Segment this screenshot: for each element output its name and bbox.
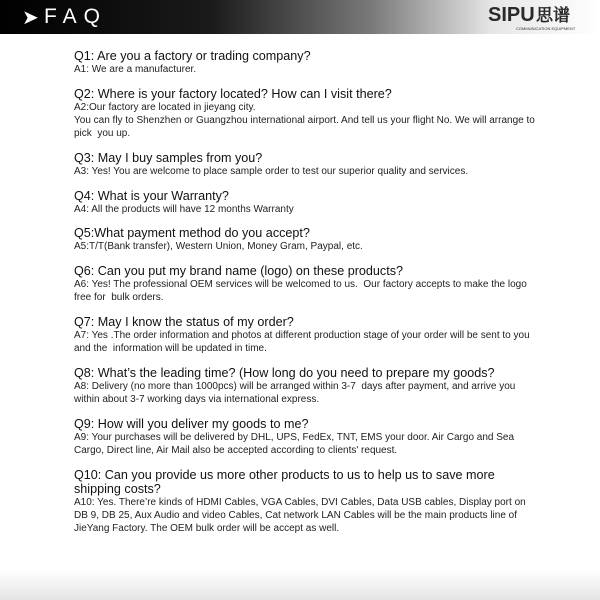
svg-text:思谱: 思谱 [536,6,570,26]
faq-answer: A3: Yes! You are welcome to place sample order to test our superior quality and services. [74,165,469,177]
faq-answer: A6: Yes! The professional OEM services will be welcomed to us. Our factory accepts to make the logo free for bulk orders. [74,278,530,304]
faq-answer: A10: Yes. There’re kinds of HDMI Cables, VGA Cables, DVI Cables, Data USB cables, Display port on DB 9, DB 25, Aux Audio and video Cables, Cat network LAN Cables will be the main products line of JieYang Factory. The OEM bulk order will be accept as well. [74,496,529,534]
faq-answer: A5:T/T(Bank transfer), Western Union, Money Gram, Paypal, etc. [74,241,363,253]
faq-item-8 [74,366,536,406]
faq-question: Q3: May I buy samples from you? [74,150,263,165]
faq-item-5 [74,226,536,253]
faq-answer: A9: Your purchases will be delivered by DHL, UPS, FedEx, TNT, EMS your door. Air Cargo and Sea Cargo, Direct line, Air Mail also be accepted according to clients' request. [74,431,517,456]
faq-item-10 [74,468,536,536]
faq-list [74,49,536,546]
faq-item-9 [74,417,536,457]
faq-item-4 [74,189,536,216]
faq-answer: A4: All the products will have 12 months Warranty [74,203,294,215]
faq-question: Q9: How will you deliver my goods to me? [74,416,309,431]
faq-item-3 [74,151,536,178]
svg-text:SIPU: SIPU [488,4,535,26]
page-title: FAQ [44,5,108,28]
faq-question: Q1: Are you a factory or trading company? [74,49,311,63]
faq-question: Q7: May I know the status of my order? [74,314,294,329]
faq-answer: A8: Delivery (no more than 1000pcs) will be arranged within 3-7 days after payment, and arrive you within about 3-7 working days via international express. [74,380,519,405]
faq-item-2 [74,87,536,141]
faq-answer: A1: We are a manufacturer. [74,64,197,75]
faq-question: Q5:What payment method do you accept? [74,226,310,241]
faq-question: Q8: What’s the leading time? (How long do you need to prepare my goods? [74,365,495,380]
chevron-right-icon: ➤ [22,5,39,29]
faq-answer: A2:Our factory are located in jieyang city. You can fly to Shenzhen or Guangzhou international airport. And tell us your flight No. We will arrange to pick you up. [74,101,535,140]
faq-item-7 [74,315,536,355]
faq-item-6 [74,264,536,304]
faq-answer: A7: Yes .The order information and photos at different production stage of your order will be sent to you and the information will be updated in time. [74,329,533,355]
header-bar [0,0,600,34]
faq-question: Q4: What is your Warranty? [74,188,229,203]
faq-item-1 [74,49,536,76]
faq-question: Q2: Where is your factory located? How can I visit there? [74,86,392,101]
faq-question: Q6: Can you put my brand name (logo) on these products? [74,263,404,278]
bottom-fade [0,570,600,600]
sipu-logo [486,1,576,33]
faq-question: Q10: Can you provide us more other products to us to help us to save more shipping costs? [74,467,495,496]
svg-text:COMMUNICATION EQUIPMENT: COMMUNICATION EQUIPMENT [516,26,576,31]
